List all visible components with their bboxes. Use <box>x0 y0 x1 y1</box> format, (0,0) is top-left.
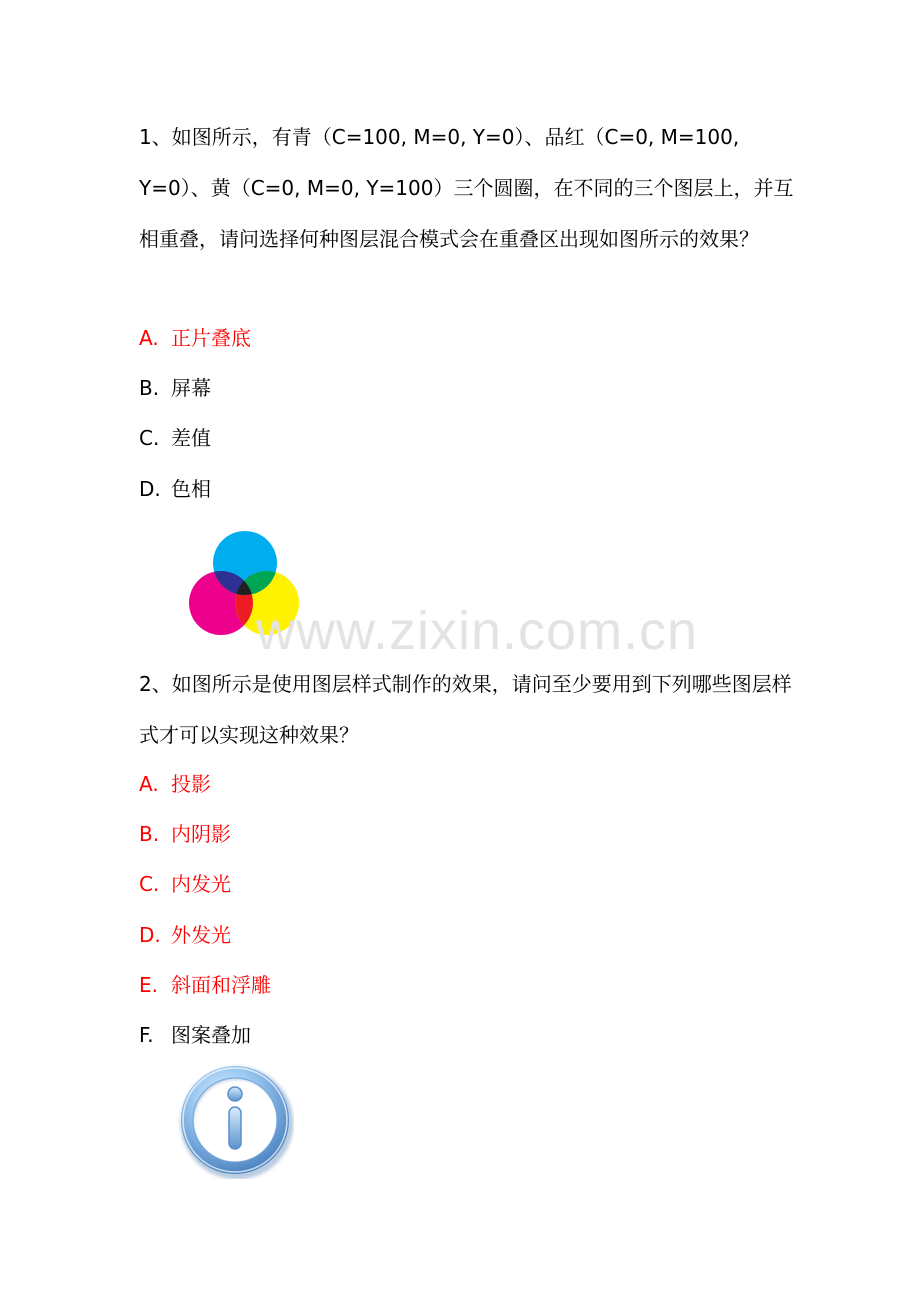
option-letter: D. <box>139 923 161 947</box>
question-2-option-e <box>139 972 271 998</box>
option-letter: F. <box>139 1023 154 1047</box>
watermark: www.zixin.com.cn <box>256 601 699 661</box>
question-1-option-c <box>139 425 211 451</box>
option-letter: B. <box>139 376 160 400</box>
option-letter: C. <box>139 872 160 896</box>
question-2-option-d <box>139 922 231 948</box>
option-text: 内阴影 <box>171 822 231 846</box>
option-text: 色相 <box>171 477 211 501</box>
question-2-option-b <box>139 821 231 847</box>
option-letter: E. <box>139 973 158 997</box>
option-letter: C. <box>139 426 160 450</box>
question-2-option-a <box>139 771 211 797</box>
question-1-text: 1、如图所示，有青（C=100, M=0, Y=0）、品红（C=0, M=100, Y=0）、黄（C=0, M=0, Y=100）三个圆圈，在不同的三个图层上，并互相重叠，请问选择何种图层混合模式会在重叠区出现如图所示的效果？ <box>139 125 794 251</box>
question-2-text: 2、如图所示是使用图层样式制作的效果，请问至少要用到下列哪些图层样式才可以实现这种效果？ <box>139 672 792 747</box>
info-icon <box>178 1063 294 1179</box>
info-icon-stem <box>229 1107 241 1149</box>
option-text: 内发光 <box>171 872 231 896</box>
option-text: 差值 <box>171 426 211 450</box>
info-icon-dot <box>228 1087 242 1101</box>
option-letter: A. <box>139 772 159 796</box>
option-letter: D. <box>139 477 161 501</box>
question-1-option-d <box>139 476 211 502</box>
option-letter: A. <box>139 326 159 350</box>
option-text: 图案叠加 <box>171 1023 251 1047</box>
question-1-option-b <box>139 375 211 401</box>
option-letter: B. <box>139 822 160 846</box>
option-text: 斜面和浮雕 <box>171 973 271 997</box>
question-2-option-f <box>139 1022 251 1048</box>
question-1-option-a <box>139 325 251 351</box>
question-2-option-c <box>139 871 231 897</box>
option-text: 正片叠底 <box>171 326 251 350</box>
option-text: 外发光 <box>171 923 231 947</box>
option-text: 屏幕 <box>171 376 211 400</box>
option-text: 投影 <box>171 772 211 796</box>
